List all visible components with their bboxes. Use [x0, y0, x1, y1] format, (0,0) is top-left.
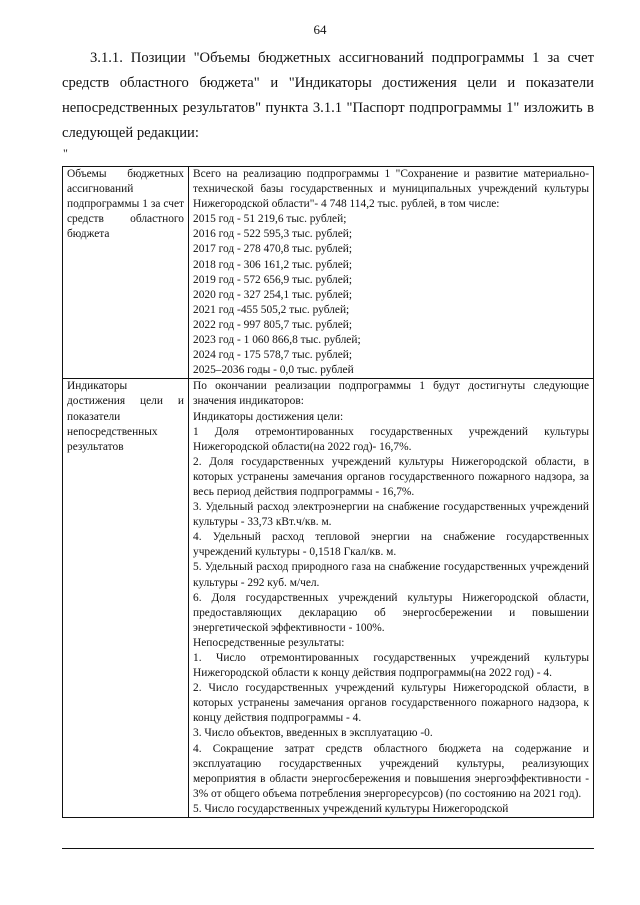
indicator-item: По окончании реализации подпрограммы 1 будут достигнуты следующие значения индикаторов:: [193, 380, 589, 408]
indicator-item: 4. Удельный расход тепловой энергии на снабжение государственных учреждений культуры - 0,1518 Гкал/кв. м.: [193, 531, 589, 559]
page-number: 64: [313, 22, 327, 37]
budget-intro: Всего на реализацию подпрограммы 1 "Сохранение и развитие материально-технической базы государственных и муниципальных учреждений культуры Нижегородской области"- 4 748 114,2 тыс. рублей, в том числе:: [193, 168, 589, 211]
indicator-item: 3. Число объектов, введенных в эксплуатацию -0.: [193, 727, 433, 740]
indicator-item: 4. Сокращение затрат средств областного бюджета на содержание и эксплуатацию государственных учреждений культуры, реализующих мероприятия в области энергосбережения и повышения энергоэффективности - 3% от общего объема потребления энергоресурсов) (по состоянию на 2021 год).: [193, 742, 589, 800]
indicator-item: 1 Доля отремонтированных государственных учреждений культуры Нижегородской области(на 2022 год)- 16,7%.: [193, 425, 589, 453]
indicator-item: 2. Число государственных учреждений культуры Нижегородской области, в которых устранены замечания органов государственного пожарного надзора, к концу действия подпрограммы - 4.: [193, 682, 589, 725]
budget-year-line: 2023 год - 1 060 866,8 тыс. рублей;: [193, 334, 361, 347]
indicator-item: 3. Удельный расход электроэнергии на снабжение государственных учреждений культуры - 33,73 кВт.ч/кв. м.: [193, 501, 589, 529]
indicators-value-cell: [189, 379, 594, 818]
budget-year-line: 2017 год - 278 470,8 тыс. рублей;: [193, 243, 353, 256]
budget-year-line: 2022 год - 997 805,7 тыс. рублей;: [193, 318, 353, 331]
indicators-row: [63, 379, 594, 818]
indicators-label: Индикаторы достижения цели и показатели непосредственных результатов: [67, 380, 184, 453]
budget-year-line: 2019 год - 572 656,9 тыс. рублей;: [193, 273, 353, 286]
indicator-item: 2. Доля государственных учреждений культуры Нижегородской области, в которых устранены замечания органов государственного пожарного надзора, за весь период действия подпрограммы - 16,7%.: [193, 455, 589, 498]
subprogram-passport-table: [62, 166, 594, 818]
budget-year-line: 2025–2036 годы - 0,0 тыс. рублей: [193, 364, 354, 377]
budget-year-line: 2024 год - 175 578,7 тыс. рублей;: [193, 349, 353, 362]
budget-year-line: 2021 год -455 505,2 тыс. рублей;: [193, 303, 350, 316]
indicator-item: 5. Удельный расход природного газа на снабжение государственных учреждений культуры - 292 куб. м/чел.: [193, 561, 589, 589]
indicator-item: 1. Число отремонтированных государственных учреждений культуры Нижегородской области к концу действия подпрограммы(на 2022 год) - 4.: [193, 652, 589, 680]
indicators-label-cell: [63, 379, 189, 818]
page-bottom-margin: [0, 848, 640, 905]
indicator-item: 6. Доля государственных учреждений культуры Нижегородской области, предоставляющих декларацию об энергосбережении и повышении энергетической эффективности - 100%.: [193, 591, 589, 634]
budget-value-cell: [189, 167, 594, 379]
table-cut-line: [62, 848, 594, 849]
intro-paragraph: 3.1.1. Позиции "Объемы бюджетных ассигнований подпрограммы 1 за счет средств областного бюджета" и "Индикаторы достижения цели и показатели непосредственных результатов" пункта 3.1.1 "Паспорт подпрограммы 1" изложить в следующей редакции:: [62, 50, 594, 141]
indicator-item: Индикаторы достижения цели:: [193, 410, 344, 423]
opening-quote: ": [63, 146, 68, 160]
budget-year-line: 2018 год - 306 161,2 тыс. рублей;: [193, 258, 353, 271]
budget-row: [63, 167, 594, 379]
budget-year-line: 2016 год - 522 595,3 тыс. рублей;: [193, 228, 353, 241]
budget-label-cell: [63, 167, 189, 379]
budget-year-line: 2020 год - 327 254,1 тыс. рублей;: [193, 288, 353, 301]
budget-year-line: 2015 год - 51 219,6 тыс. рублей;: [193, 213, 347, 226]
budget-label: Объемы бюджетных ассигнований подпрограммы 1 за счет средств областного бюджета: [67, 168, 184, 241]
indicator-item: 5. Число государственных учреждений культуры Нижегородской: [193, 802, 509, 815]
indicator-item: Непосредственные результаты:: [193, 636, 345, 649]
